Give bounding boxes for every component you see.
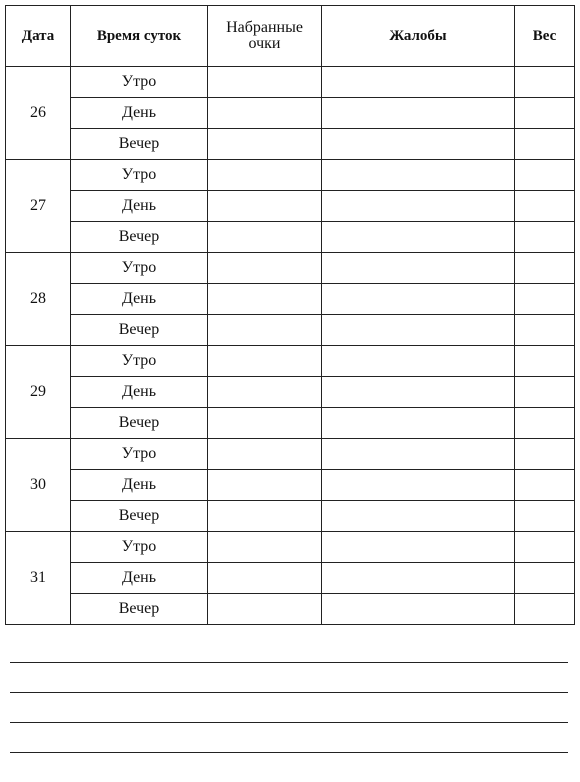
- complaints-cell[interactable]: [322, 470, 515, 501]
- complaints-cell[interactable]: [322, 594, 515, 625]
- weight-cell[interactable]: [515, 439, 575, 470]
- time-of-day-cell: Вечер: [71, 222, 208, 253]
- weight-cell[interactable]: [515, 129, 575, 160]
- complaints-cell[interactable]: [322, 67, 515, 98]
- complaints-cell[interactable]: [322, 532, 515, 563]
- complaints-cell[interactable]: [322, 191, 515, 222]
- time-of-day-cell: Вечер: [71, 408, 208, 439]
- date-cell: 28: [6, 253, 71, 346]
- time-of-day-cell: Утро: [71, 253, 208, 284]
- time-of-day-cell: Утро: [71, 67, 208, 98]
- weight-cell[interactable]: [515, 191, 575, 222]
- table-row: [6, 98, 575, 129]
- time-of-day-cell: День: [71, 377, 208, 408]
- weight-cell[interactable]: [515, 67, 575, 98]
- complaints-cell[interactable]: [322, 253, 515, 284]
- complaints-cell[interactable]: [322, 346, 515, 377]
- table-row: [6, 470, 575, 501]
- points-cell[interactable]: [208, 594, 322, 625]
- time-of-day-cell: Утро: [71, 439, 208, 470]
- header-weight: Вес: [515, 6, 575, 67]
- points-cell[interactable]: [208, 160, 322, 191]
- complaints-cell[interactable]: [322, 98, 515, 129]
- date-cell: 30: [6, 439, 71, 532]
- date-cell: 27: [6, 160, 71, 253]
- points-cell[interactable]: [208, 470, 322, 501]
- header-complaints: Жалобы: [322, 6, 515, 67]
- weight-cell[interactable]: [515, 594, 575, 625]
- points-cell[interactable]: [208, 501, 322, 532]
- weight-cell[interactable]: [515, 563, 575, 594]
- notes-area: [10, 662, 568, 782]
- points-cell[interactable]: [208, 222, 322, 253]
- weight-cell[interactable]: [515, 532, 575, 563]
- header-date: Дата: [6, 6, 71, 67]
- complaints-cell[interactable]: [322, 284, 515, 315]
- weight-cell[interactable]: [515, 346, 575, 377]
- time-of-day-cell: Вечер: [71, 594, 208, 625]
- weight-cell[interactable]: [515, 284, 575, 315]
- points-cell[interactable]: [208, 284, 322, 315]
- complaints-cell[interactable]: [322, 501, 515, 532]
- time-of-day-cell: Утро: [71, 346, 208, 377]
- points-cell[interactable]: [208, 439, 322, 470]
- complaints-cell[interactable]: [322, 222, 515, 253]
- time-of-day-cell: День: [71, 98, 208, 129]
- complaints-cell[interactable]: [322, 408, 515, 439]
- points-cell[interactable]: [208, 191, 322, 222]
- note-line[interactable]: [10, 722, 568, 723]
- weight-cell[interactable]: [515, 222, 575, 253]
- points-cell[interactable]: [208, 532, 322, 563]
- note-line[interactable]: [10, 692, 568, 693]
- table-row: [6, 253, 575, 284]
- note-line[interactable]: [10, 752, 568, 753]
- table-row: [6, 563, 575, 594]
- table-row: [6, 501, 575, 532]
- time-of-day-cell: День: [71, 284, 208, 315]
- table-row: [6, 284, 575, 315]
- time-of-day-cell: День: [71, 470, 208, 501]
- weight-cell[interactable]: [515, 160, 575, 191]
- header-row: [6, 6, 575, 67]
- points-cell[interactable]: [208, 315, 322, 346]
- complaints-cell[interactable]: [322, 160, 515, 191]
- complaints-cell[interactable]: [322, 377, 515, 408]
- header-time-of-day: Время суток: [71, 6, 208, 67]
- complaints-cell[interactable]: [322, 439, 515, 470]
- table-row: [6, 439, 575, 470]
- complaints-cell[interactable]: [322, 563, 515, 594]
- points-cell[interactable]: [208, 98, 322, 129]
- table-row: [6, 191, 575, 222]
- table-row: [6, 532, 575, 563]
- weight-cell[interactable]: [515, 98, 575, 129]
- time-of-day-cell: Вечер: [71, 315, 208, 346]
- points-cell[interactable]: [208, 408, 322, 439]
- points-cell[interactable]: [208, 563, 322, 594]
- table-row: [6, 222, 575, 253]
- diary-table: [5, 5, 575, 625]
- weight-cell[interactable]: [515, 470, 575, 501]
- date-cell: 26: [6, 67, 71, 160]
- table-row: [6, 377, 575, 408]
- table-row: [6, 346, 575, 377]
- complaints-cell[interactable]: [322, 129, 515, 160]
- table-row: [6, 315, 575, 346]
- table-row: [6, 67, 575, 98]
- header-points-line2: очки: [248, 35, 281, 52]
- points-cell[interactable]: [208, 67, 322, 98]
- weight-cell[interactable]: [515, 377, 575, 408]
- points-cell[interactable]: [208, 346, 322, 377]
- date-cell: 31: [6, 532, 71, 625]
- time-of-day-cell: Вечер: [71, 501, 208, 532]
- points-cell[interactable]: [208, 129, 322, 160]
- weight-cell[interactable]: [515, 501, 575, 532]
- diary-body: [6, 67, 575, 625]
- table-row: [6, 160, 575, 191]
- time-of-day-cell: Вечер: [71, 129, 208, 160]
- points-cell[interactable]: [208, 377, 322, 408]
- weight-cell[interactable]: [515, 253, 575, 284]
- weight-cell[interactable]: [515, 315, 575, 346]
- table-row: [6, 408, 575, 439]
- time-of-day-cell: День: [71, 563, 208, 594]
- table-row: [6, 594, 575, 625]
- note-line[interactable]: [10, 662, 568, 663]
- header-points-line1: Набранные: [226, 19, 303, 36]
- time-of-day-cell: День: [71, 191, 208, 222]
- header-points: [208, 6, 322, 67]
- time-of-day-cell: Утро: [71, 160, 208, 191]
- date-cell: 29: [6, 346, 71, 439]
- complaints-cell[interactable]: [322, 315, 515, 346]
- weight-cell[interactable]: [515, 408, 575, 439]
- time-of-day-cell: Утро: [71, 532, 208, 563]
- table-row: [6, 129, 575, 160]
- points-cell[interactable]: [208, 253, 322, 284]
